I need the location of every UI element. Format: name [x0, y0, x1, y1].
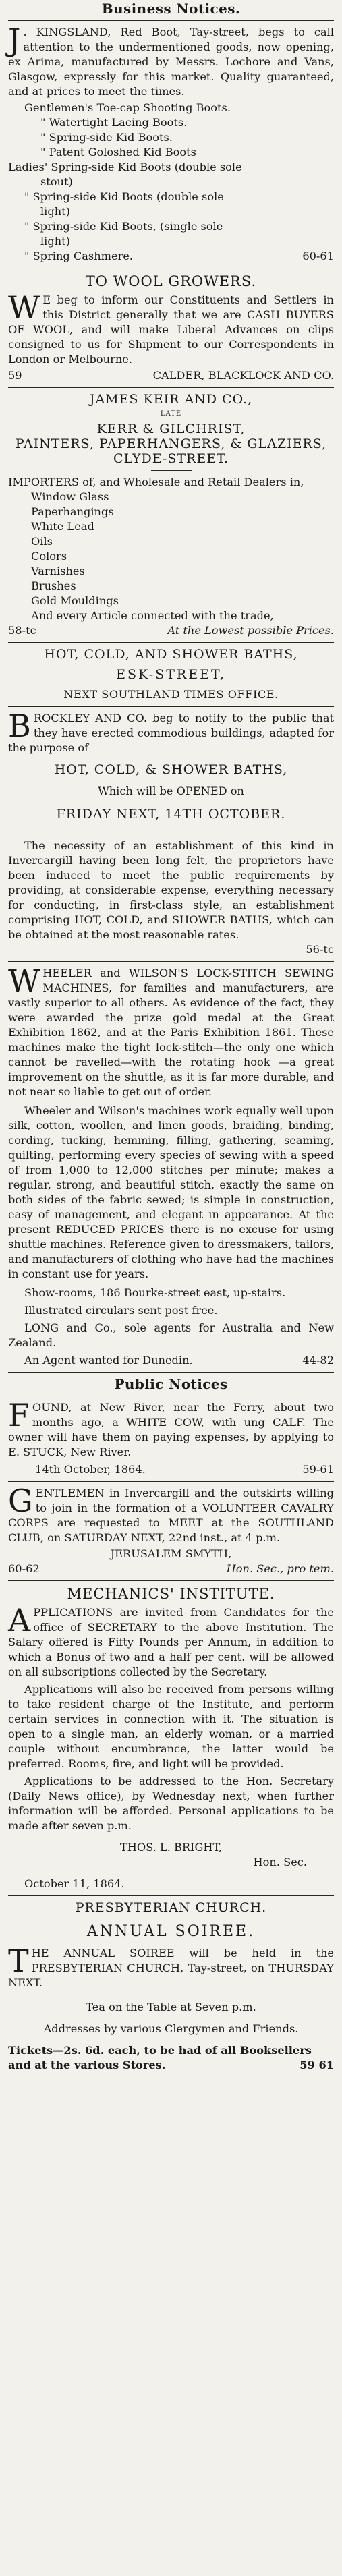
list-item: " Watertight Lacing Boots.: [40, 116, 188, 129]
ad-found-cow: [8, 1397, 334, 1477]
list-item: light): [40, 205, 70, 218]
showrooms: Show-rooms, 186 Bourke-street east, up-stairs.: [24, 1286, 286, 1299]
ad-date: 14th October, 1864.: [35, 1463, 146, 1476]
ad-body: [8, 1602, 334, 1680]
circulars: Illustrated circulars sent post free.: [24, 1304, 218, 1317]
ad-wool: [8, 274, 334, 383]
list-item: Paperhangings: [31, 505, 114, 518]
list-item: " Spring-side Kid Boots, (single sole: [24, 220, 223, 233]
firm-name: JAMES KEIR AND CO.,: [89, 392, 253, 407]
location: NEXT SOUTHLAND TIMES OFFICE.: [63, 688, 279, 701]
divider: [8, 642, 334, 643]
ad-signature: CALDER, BLACKLOCK AND CO.: [152, 369, 334, 382]
list-item: " Spring Cashmere.: [24, 250, 134, 262]
divider: [8, 1895, 334, 1896]
ad-text: PPLICATIONS are invited from Candidates for the office of SECRETARY to the above Institution. The Salary offered is Fifty Pounds per Annum, in addition to which a Bonus of two and a half per cent. will be allowed on all subscriptions collected by the Secretary.: [8, 1606, 334, 1678]
list-item: Gentlemen's Toe-cap Shooting Boots.: [24, 101, 231, 114]
divider: [8, 706, 334, 707]
ad-title: HOT, COLD, & SHOWER BATHS,: [54, 762, 288, 777]
short-divider: [151, 470, 192, 471]
ad-signature: JERUSALEM SMYTH,: [110, 1547, 232, 1560]
signature-title: Hon. Sec.: [253, 1856, 307, 1868]
divider: [8, 1481, 334, 1482]
ad-body: [8, 963, 334, 1099]
addresses-line: Addresses by various Clergymen and Friends.: [43, 2022, 299, 2035]
ad-title: ANNUAL SOIREE.: [86, 1923, 256, 1940]
ad-body: [8, 1483, 334, 1545]
ad-ref: 58-tc: [8, 624, 36, 637]
list-item: Oils: [31, 535, 53, 548]
drop-cap: W: [8, 289, 40, 326]
ad-text: HE ANNUAL SOIREE will be held in the PRESBYTERIAN CHURCH, Tay-street, on THURSDAY NEXT.: [8, 1947, 334, 1989]
ad-footer: [8, 1353, 334, 1368]
street: ESK-STREET,: [116, 667, 226, 682]
ad-ref: 44-82: [302, 1354, 334, 1367]
ad-kingsland: [8, 22, 335, 264]
ad-text: to call attention to the undermentioned goods, now opening, ex Arima, manufactured by Messrs. Lochore and Vans, Glasgow, expressly for this market. Quality guaranteed, and at prices to meet the times.: [8, 26, 335, 98]
drop-cap: F: [8, 1397, 30, 1433]
ad-volunteer-cavalry: [8, 1483, 334, 1576]
signature-title: Hon. Sec., pro tem.: [226, 1562, 334, 1575]
ad-presbyterian-soiree: [8, 1900, 334, 2073]
divider: [8, 20, 334, 21]
ad-paragraph: The necessity of an establishment of this kind in Invercargill having been long felt, the proprietors have been induced to meet the public requirements by providing, at considerable expense, everything necessary for conducting, in first-class style, an establishment comprising HOT, COLD, and SHOWER BATHS, which can be obtained at the most reasonable rates.: [8, 839, 334, 941]
divider: [8, 961, 334, 962]
ad-ref: 56-tc: [306, 943, 334, 956]
ad-text: ROCKLEY AND CO. beg to notify to the public that they have erected commodious buildings, adapted for the purpose of: [8, 712, 334, 754]
divider: [8, 1580, 334, 1581]
ad-keir: [8, 392, 334, 638]
ad-body: [8, 1943, 334, 1991]
ad-body: [8, 708, 334, 755]
ad-footer: [8, 368, 334, 383]
list-item: stout): [40, 175, 73, 188]
ad-title: TO WOOL GROWERS.: [85, 273, 257, 289]
agents: LONG and Co., sole agents for Australia and New Zealand.: [8, 1321, 334, 1349]
list-item: Colors: [31, 550, 67, 563]
list-item: Varnishes: [31, 565, 85, 577]
opening-line: Which will be OPENED on: [98, 784, 244, 797]
closing-line: At the Lowest possible Prices.: [167, 624, 334, 637]
drop-cap: A: [8, 1602, 31, 1638]
ad-footer: [8, 1562, 334, 1576]
list-item: " Patent Goloshed Kid Boots: [40, 146, 196, 159]
ad-ref: 59: [8, 369, 22, 382]
ad-body: [8, 289, 334, 367]
section-header: Public Notices: [114, 1376, 228, 1392]
drop-cap: J: [8, 22, 21, 58]
ad-paragraph: Applications will also be received from persons willing to take resident charge of the Institute, and perform certain services in connection with it. The situation is open to a single man, an elderly woman, or a married couple without encumbrance, the latter would be preferred. Rooms, fire, and light will be provided.: [8, 1683, 334, 1770]
ad-ref: 60-61: [302, 250, 334, 262]
ad-footer: [8, 623, 334, 638]
section-header: Business Notices.: [101, 1, 241, 17]
list-item: Ladies' Spring-side Kid Boots (double sole: [8, 161, 242, 173]
list-item: Brushes: [31, 579, 76, 592]
ad-ref: 60-62: [8, 1562, 40, 1575]
drop-cap: G: [8, 1483, 33, 1519]
ad-first-line: . KINGSLAND, Red Boot, Tay-street, begs: [23, 26, 285, 38]
list-item: And every Article connected with the trade,: [31, 609, 274, 622]
ad-title: MECHANICS' INSTITUTE.: [67, 1586, 275, 1602]
drop-cap: W: [8, 963, 40, 999]
drop-cap: B: [8, 708, 31, 744]
list-item: " Spring-side Kid Boots (double sole: [24, 190, 224, 203]
boot-list: [8, 101, 334, 264]
list-item: Window Glass: [31, 490, 109, 503]
ad-title: HOT, COLD, AND SHOWER BATHS,: [44, 647, 298, 662]
former-firm: KERR & GILCHRIST,: [96, 422, 246, 436]
ad-text: E beg to inform our Constituents and Settlers in this District generally that we are CASH BUYERS OF WOOL, and will make Liberal Advances on clips consigned to us for Shipment to our Correspondents in London or Melbourne.: [8, 293, 334, 366]
ad-footer: [8, 1462, 334, 1477]
ad-ref: 59 61: [300, 2059, 334, 2071]
ad-ref: 59-61: [302, 1463, 334, 1476]
divider: [8, 387, 334, 388]
ad-signature: THOS. L. BRIGHT,: [119, 1841, 223, 1854]
trades: PAINTERS, PAPERHANGERS, & GLAZIERS,: [15, 436, 327, 451]
ad-body: [8, 22, 335, 99]
church-name: PRESBYTERIAN CHURCH.: [75, 1900, 267, 1915]
ad-paragraph: Wheeler and Wilson's machines work equally well upon silk, cotton, woollen, and linen goods, braiding, binding, cording, tucking, hemming, filling, gathering, seaming, quilting, performing every species of sewing with a speed of from 1,000 to 12,000 stitches per minute; makes a regular, strong, and beautiful stitch, exactly the same on both sides of the fabric sewed; is simple in construction, easy of management, and elegant in appearance. At the present REDUCED PRICES there is no excuse for using shuttle machines. Reference given to dressmakers, tailors, and manufacturers of clothing who have had the machines in constant use for years.: [8, 1104, 334, 1280]
ad-body: IMPORTERS of, and Wholesale and Retail Dealers in,: [8, 476, 304, 488]
list-item: light): [40, 235, 70, 248]
tickets-block: [8, 2043, 334, 2073]
item-list: [8, 490, 334, 623]
late-label: LATE: [160, 410, 182, 418]
ad-body: [8, 1397, 334, 1460]
opening-date: FRIDAY NEXT, 14TH OCTOBER.: [56, 807, 286, 822]
ad-wheeler-wilson: [8, 963, 334, 1368]
ad-mechanics-institute: [8, 1586, 334, 1891]
ad-text: OUND, at New River, near the Ferry, about two months ago, a WHITE COW, with ung CALF. The owner will have them on paying expenses, by applying to E. STUCK, New River.: [8, 1401, 334, 1458]
ad-date: October 11, 1864.: [24, 1877, 125, 1890]
street: CLYDE-STREET.: [113, 451, 229, 466]
tickets-line: Tickets—2s. 6d. each, to be had of all Booksellers and at the various Stores.: [8, 2044, 312, 2071]
agent-wanted: An Agent wanted for Dunedin.: [24, 1354, 193, 1367]
list-item-final: [8, 249, 334, 264]
ad-text: ENTLEMEN in Invercargill and the outskirts willing to join in the formation of a VOLUNTEER CAVALRY CORPS are requested to MEET at the SOUTHLAND CLUB, on SATURDAY NEXT, 22nd inst., at 4 p.m.: [8, 1487, 334, 1544]
list-item: Gold Mouldings: [31, 594, 119, 607]
ad-baths-header: [8, 647, 334, 702]
drop-cap: T: [8, 1943, 29, 1979]
ad-text: HEELER and WILSON'S LOCK-STITCH SEWING MACHINES, for families and manufacturers, are vastly superior to all others. As evidence of the fact, they were awarded the prize gold medal at the Great Exhibition 1862, and at the Paris Exhibition 1861. These machines make the tight lock-stitch—the only one which cannot be ravelled—with the rotating hook —a great improvement on the shuttle, as it is far more durable, and not near so liable to get out of order.: [8, 967, 334, 1098]
ad-paragraph: Applications to be addressed to the Hon. Secretary (Daily News office), by Wednesday next, when further information will be afforded. Personal applications to be made after seven p.m.: [8, 1775, 334, 1832]
list-item: White Lead: [31, 520, 94, 533]
divider: [8, 1372, 334, 1373]
tea-line: Tea on the Table at Seven p.m.: [86, 2001, 256, 2013]
list-item: " Spring-side Kid Boots.: [40, 131, 173, 144]
ad-brockley: [8, 708, 334, 957]
newspaper-page: [0, 1, 342, 2576]
